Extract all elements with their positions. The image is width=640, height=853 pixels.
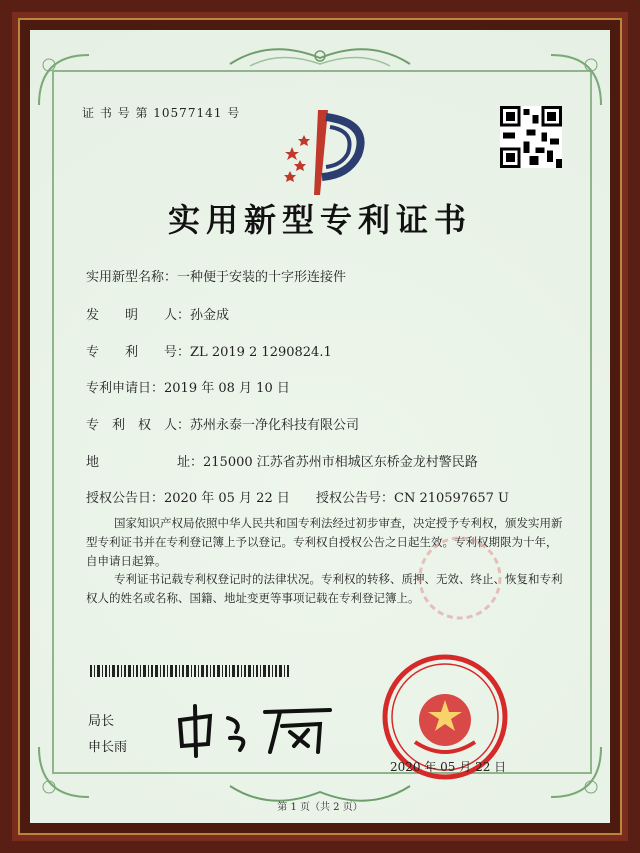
field-value: 苏州永泰一净化科技有限公司 <box>190 418 360 433</box>
qr-code-icon <box>500 106 562 168</box>
field-value: 2020 年 05 月 22 日 <box>164 491 290 506</box>
certificate-number-suffix: 号 <box>227 106 241 120</box>
certificate-paper <box>30 30 610 823</box>
field-patent-number <box>86 341 332 360</box>
corner-ornament-icon <box>34 50 94 110</box>
certificate-number-value: 10577141 <box>153 106 223 120</box>
field-inventor <box>86 304 229 323</box>
field-grant-date <box>86 487 290 506</box>
field-grant-number <box>316 487 509 506</box>
top-ornament-icon <box>220 38 420 72</box>
paragraph-grant-statement: 国家知识产权局依照中华人民共和国专利法经过初步审查，决定授予专利权，颁发实用新型专利证书并在专利登记簿上予以登记。专利权自授权公告之日起生效。专利权期限为十年，自申请日起算。 <box>86 516 563 568</box>
field-application-date <box>86 377 290 396</box>
seal-date: 2020 年 05 月 22 日 <box>390 760 507 774</box>
field-value: 215000 江苏省苏州市相城区东桥金龙村警民路 <box>203 455 478 470</box>
field-label: 专 利 权 人： <box>86 418 191 433</box>
field-label: 授权公告日： <box>86 491 165 506</box>
field-label: 专 利 号： <box>86 345 191 360</box>
paragraph-legal-status: 专利证书记载专利权登记时的法律状况。专利权的转移、质押、无效、终止、恢复和专利权人的姓名或名称、国籍、地址变更等事项记载在专利登记簿上。 <box>86 572 563 605</box>
faint-seal-impression-icon <box>415 533 505 623</box>
director-signature-icon <box>170 698 340 758</box>
field-value: 一种便于安装的十字形连接件 <box>177 270 347 285</box>
field-label: 地 址： <box>86 455 204 470</box>
corner-ornament-icon <box>546 742 606 802</box>
director-title: 局长 <box>88 714 115 729</box>
field-label: 授权公告号： <box>316 491 395 506</box>
corner-ornament-icon <box>34 742 94 802</box>
field-utility-model-name <box>86 266 346 285</box>
field-label: 发 明 人： <box>86 308 191 323</box>
field-label: 实用新型名称： <box>86 270 178 285</box>
corner-ornament-icon <box>546 50 606 110</box>
field-value: 2019 年 08 月 10 日 <box>164 381 290 396</box>
certificate-number-label: 证 书 号 第 <box>82 106 149 120</box>
page-indicator: 第 1 页（共 2 页） <box>277 802 363 813</box>
director-name: 申长雨 <box>88 740 128 755</box>
cnipa-logo-icon <box>270 95 370 205</box>
field-value: 孙金成 <box>190 308 230 323</box>
field-address <box>86 451 478 470</box>
field-value: ZL 2019 2 1290824.1 <box>190 345 332 360</box>
field-patentee <box>86 414 359 433</box>
field-label: 专利申请日： <box>86 381 165 396</box>
certificate-number <box>82 104 240 121</box>
field-value: CN 210597657 U <box>394 491 509 506</box>
barcode-icon <box>90 665 290 677</box>
certificate-title: 实用新型专利证书 <box>167 201 472 239</box>
